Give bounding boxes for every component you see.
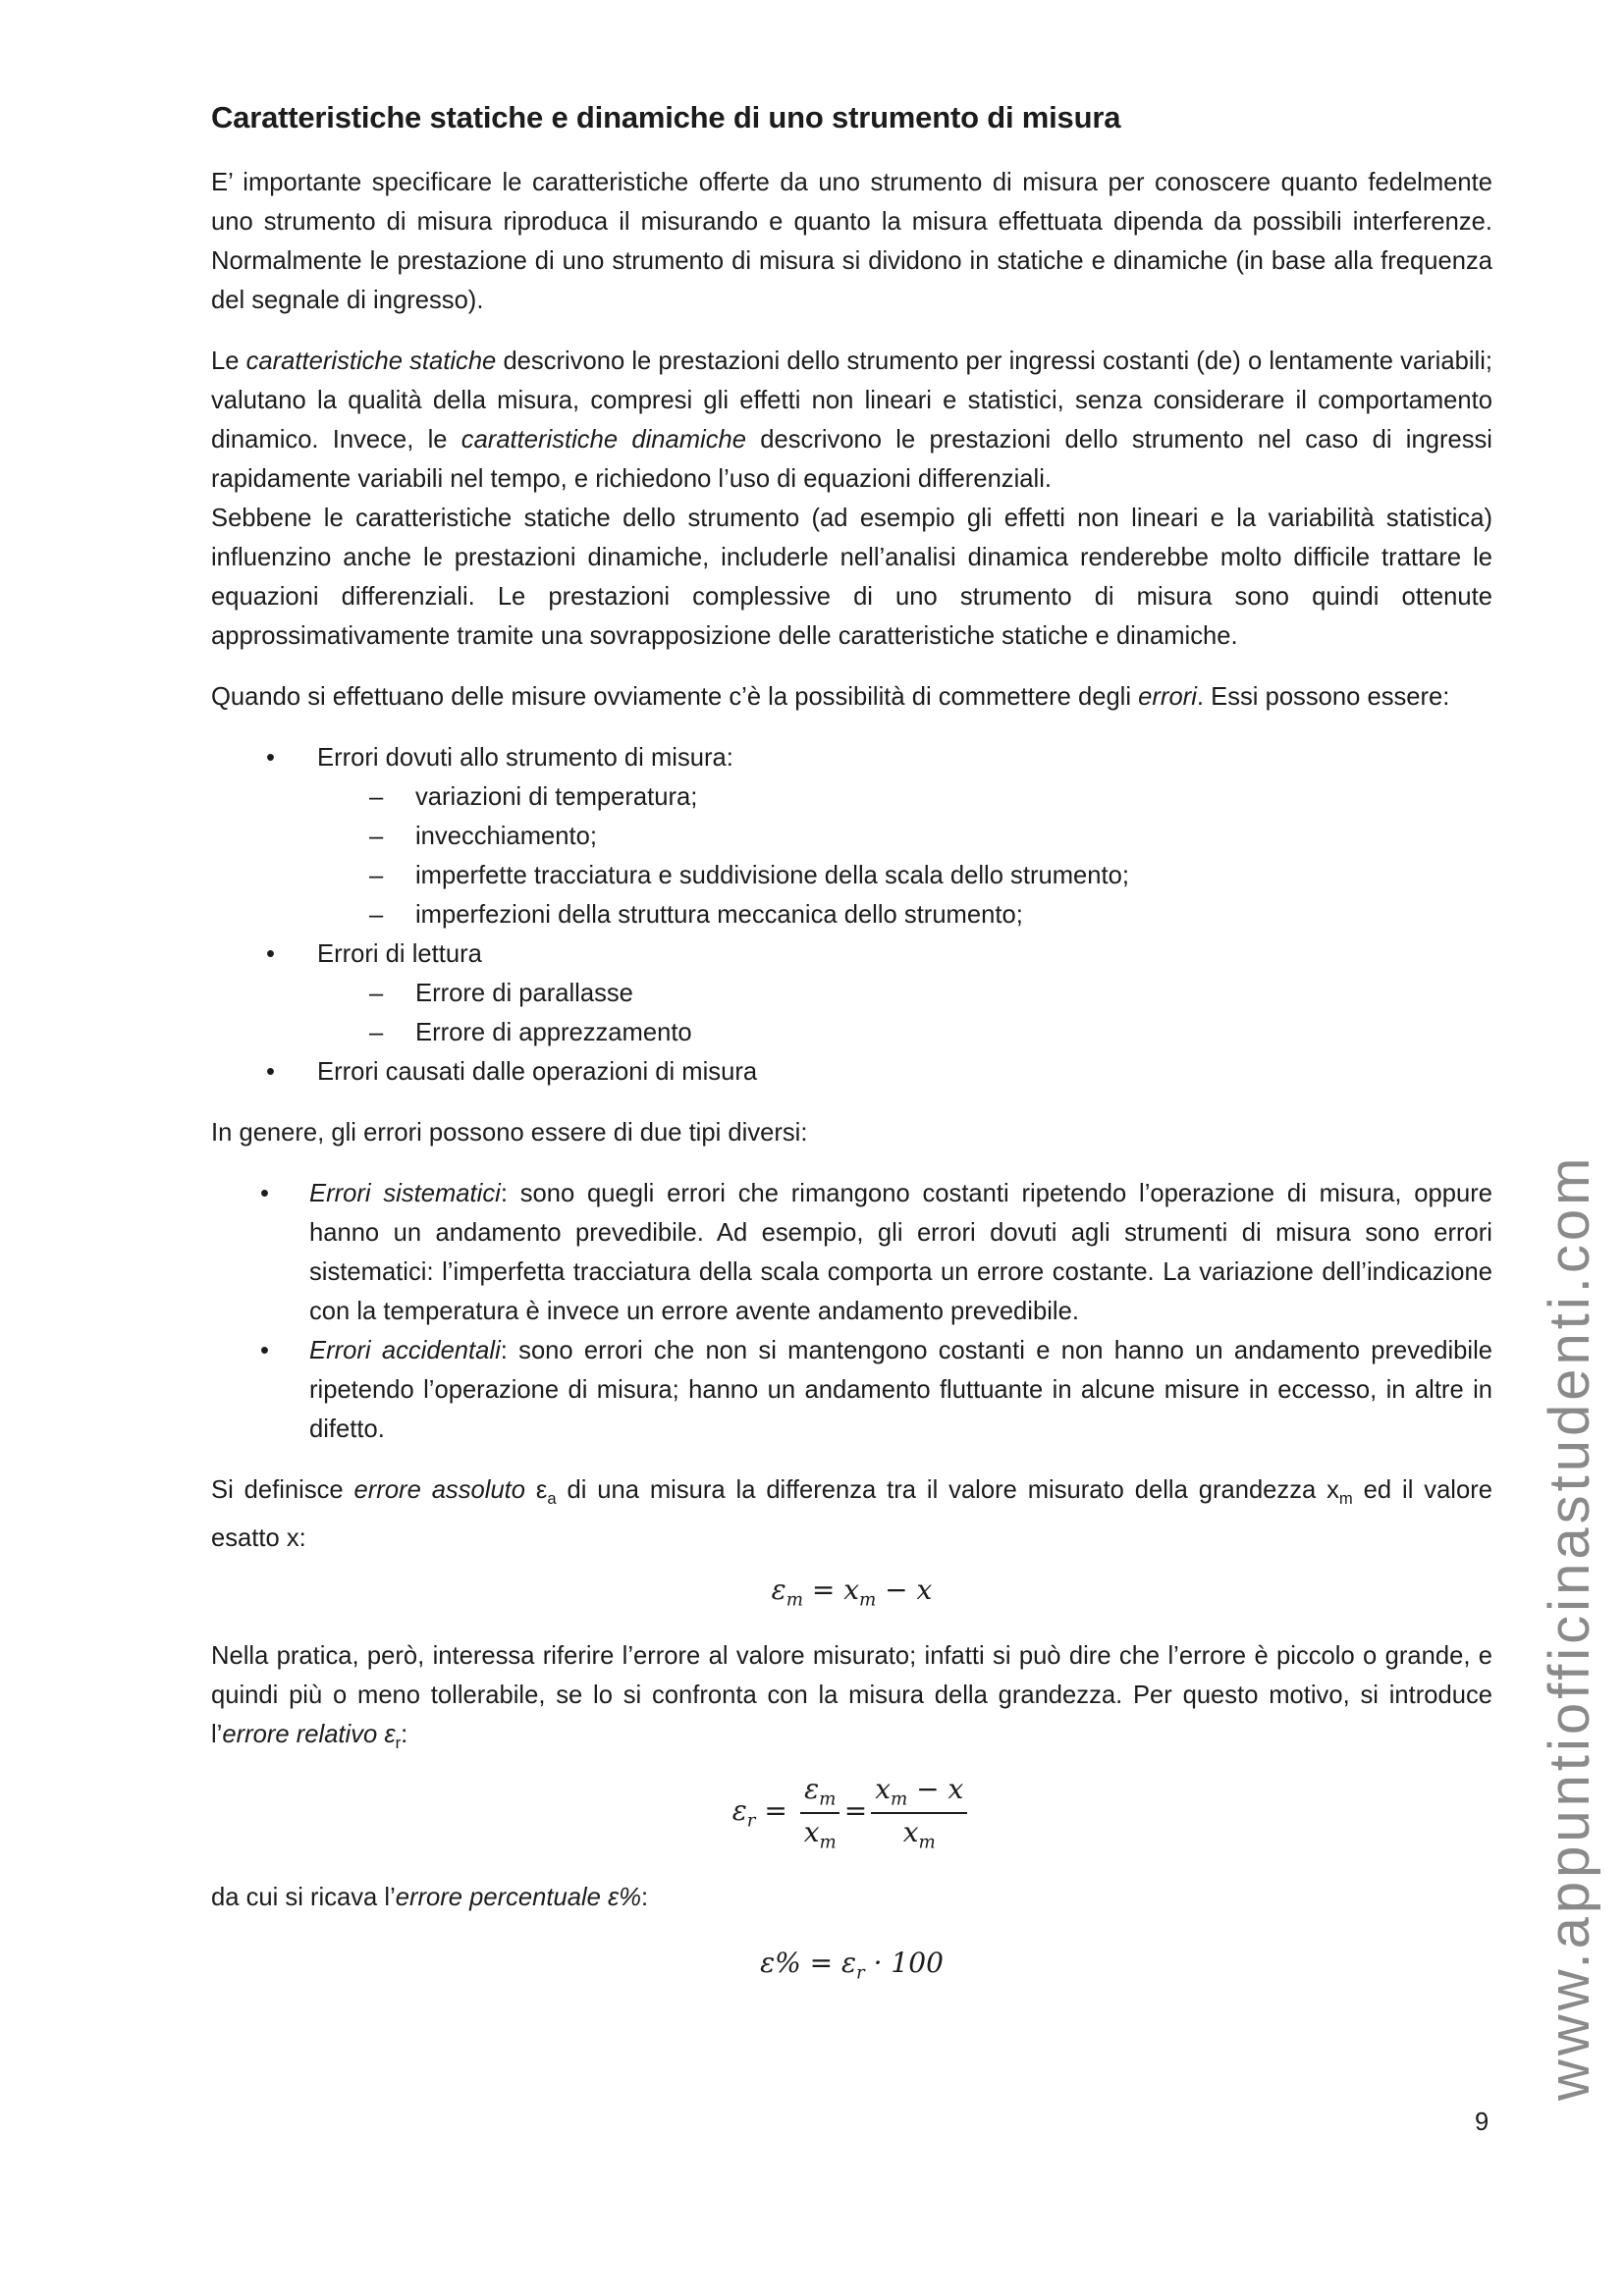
list-item: • Errori causati dalle operazioni di misura — [211, 1052, 1492, 1092]
error-types-list — [211, 1174, 1492, 1449]
paragraph-percent-error: da cui si ricava l’errore percentuale ε%: — [211, 1884, 649, 1912]
list-item: • Errori di lettura – Errore di parallasse – Errore di apprezzamento — [211, 934, 1492, 1052]
list-item: – imperfette tracciatura e suddivisione della scala dello strumento; — [317, 856, 1492, 895]
errors-list — [211, 738, 1492, 1092]
paragraph-error-types: In genere, gli errori possono essere di due tipi diversi: — [211, 1119, 808, 1148]
list-item: • Errori sistematici: sono quegli errori che rimangono costanti ripetendo l’operazione di misura, oppure hanno un andamento prevedibile. Ad esempio, gli errori dovuti agli strumenti di misura sono errori sistematici: l’imperfetta tracciatura della scala comporta un errore costante. La variazione dell’indicazione con la temperatura è invece un errore avente andamento prevedibile. — [211, 1174, 1492, 1331]
formula-relative-error: $\varepsilon_r$ = $\frac{\varepsilon_m}{x_m}$ = $\frac{x_m - x}{x_m}$ — [211, 1773, 1492, 1852]
watermark: www.appuntiofficinastudenti.com — [1538, 1153, 1601, 2101]
paragraph-errors-intro: Quando si effettuano delle misure ovviamente c’è la possibilità di commettere degli errori. Essi possono essere: — [211, 683, 1450, 712]
fraction: $\frac{x_m - x}{x_m}$ — [871, 1773, 967, 1852]
paragraph-absolute-error: Si definisce errore assoluto $\varepsilon_a$ di una misura la differenza tra il valore misurato della grandezza $x_m$ ed il valore esatto x: — [211, 1476, 1492, 1553]
section-title: Caratteristiche statiche e dinamiche di uno strumento di misura — [211, 100, 1121, 134]
formula-absolute-error: $\varepsilon_m = x_m - x$ — [771, 1574, 933, 1611]
list-item: – invecchiamento; — [317, 817, 1492, 856]
paragraph-superposition: Sebbene le caratteristiche statiche dello strumento (ad esempio gli effetti non lineari e la variabilità statistica) influenzino anche le prestazioni dinamiche, includerle nell’analisi dinamica renderebbe molto difficile trattare le equazioni differenziali. Le prestazioni complessive di uno strumento di misura sono quindi ottenute approssimativamente tramite una sovrapposizione delle caratteristiche statiche e dinamiche. — [211, 505, 1492, 651]
formula-percent-error: $\varepsilon\% = \varepsilon_r \cdot 100$ — [760, 1947, 944, 1984]
sub-list — [317, 777, 1492, 934]
list-item: – variazioni di temperatura; — [317, 777, 1492, 817]
document-page — [211, 98, 1492, 2009]
list-item: • Errori dovuti allo strumento di misura: – variazioni di temperatura; – invecchiamento; – imperfette tracciatura e suddivisione della scala dello strumento; – imperfezioni della struttura meccanica dello strumento; — [211, 738, 1492, 934]
sub-list — [317, 974, 1492, 1052]
paragraph-relative-error: Nella pratica, però, interessa riferire l’errore al valore misurato; infatti si può dire che l’errore è piccolo o grande, e quindi più o meno tollerabile, se lo si confronta con la misura della grandezza. Per questo motivo, si introduce l’errore relativo $\varepsilon_r$: — [211, 1642, 1492, 1753]
list-item: – Errore di parallasse — [317, 974, 1492, 1013]
paragraph-static-dynamic: Le caratteristiche statiche descrivono le prestazioni dello strumento per ingressi costanti (de) o lentamente variabili; valutano la qualità della misura, compresi gli effetti non lineari e statistici, senza considerare il comportamento dinamico. Invece, le caratteristiche dinamiche descrivono le prestazioni dello strumento nel caso di ingressi rapidamente variabili nel tempo, e richiedono l’uso di equazioni differenziali. — [211, 347, 1492, 494]
fraction: $\frac{\varepsilon_m}{x_m}$ — [800, 1773, 840, 1852]
paragraph-intro: E’ importante specificare le caratteristiche offerte da uno strumento di misura per conoscere quanto fedelmente uno strumento di misura riproduca il misurando e quanto la misura effettuata dipenda da possibili interferenze. Normalmente le prestazione di uno strumento di misura si dividono in statiche e dinamiche (in base alla frequenza del segnale di ingresso). — [211, 169, 1492, 315]
list-item: – Errore di apprezzamento — [317, 1013, 1492, 1052]
page-number: 9 — [1475, 2109, 1489, 2136]
list-item: – imperfezioni della struttura meccanica dello strumento; — [317, 895, 1492, 934]
list-item: • Errori accidentali: sono errori che non si mantengono costanti e non hanno un andamento prevedibile ripetendo l’operazione di misura; hanno un andamento fluttuante in alcune misure in eccesso, in altre in difetto. — [211, 1331, 1492, 1449]
